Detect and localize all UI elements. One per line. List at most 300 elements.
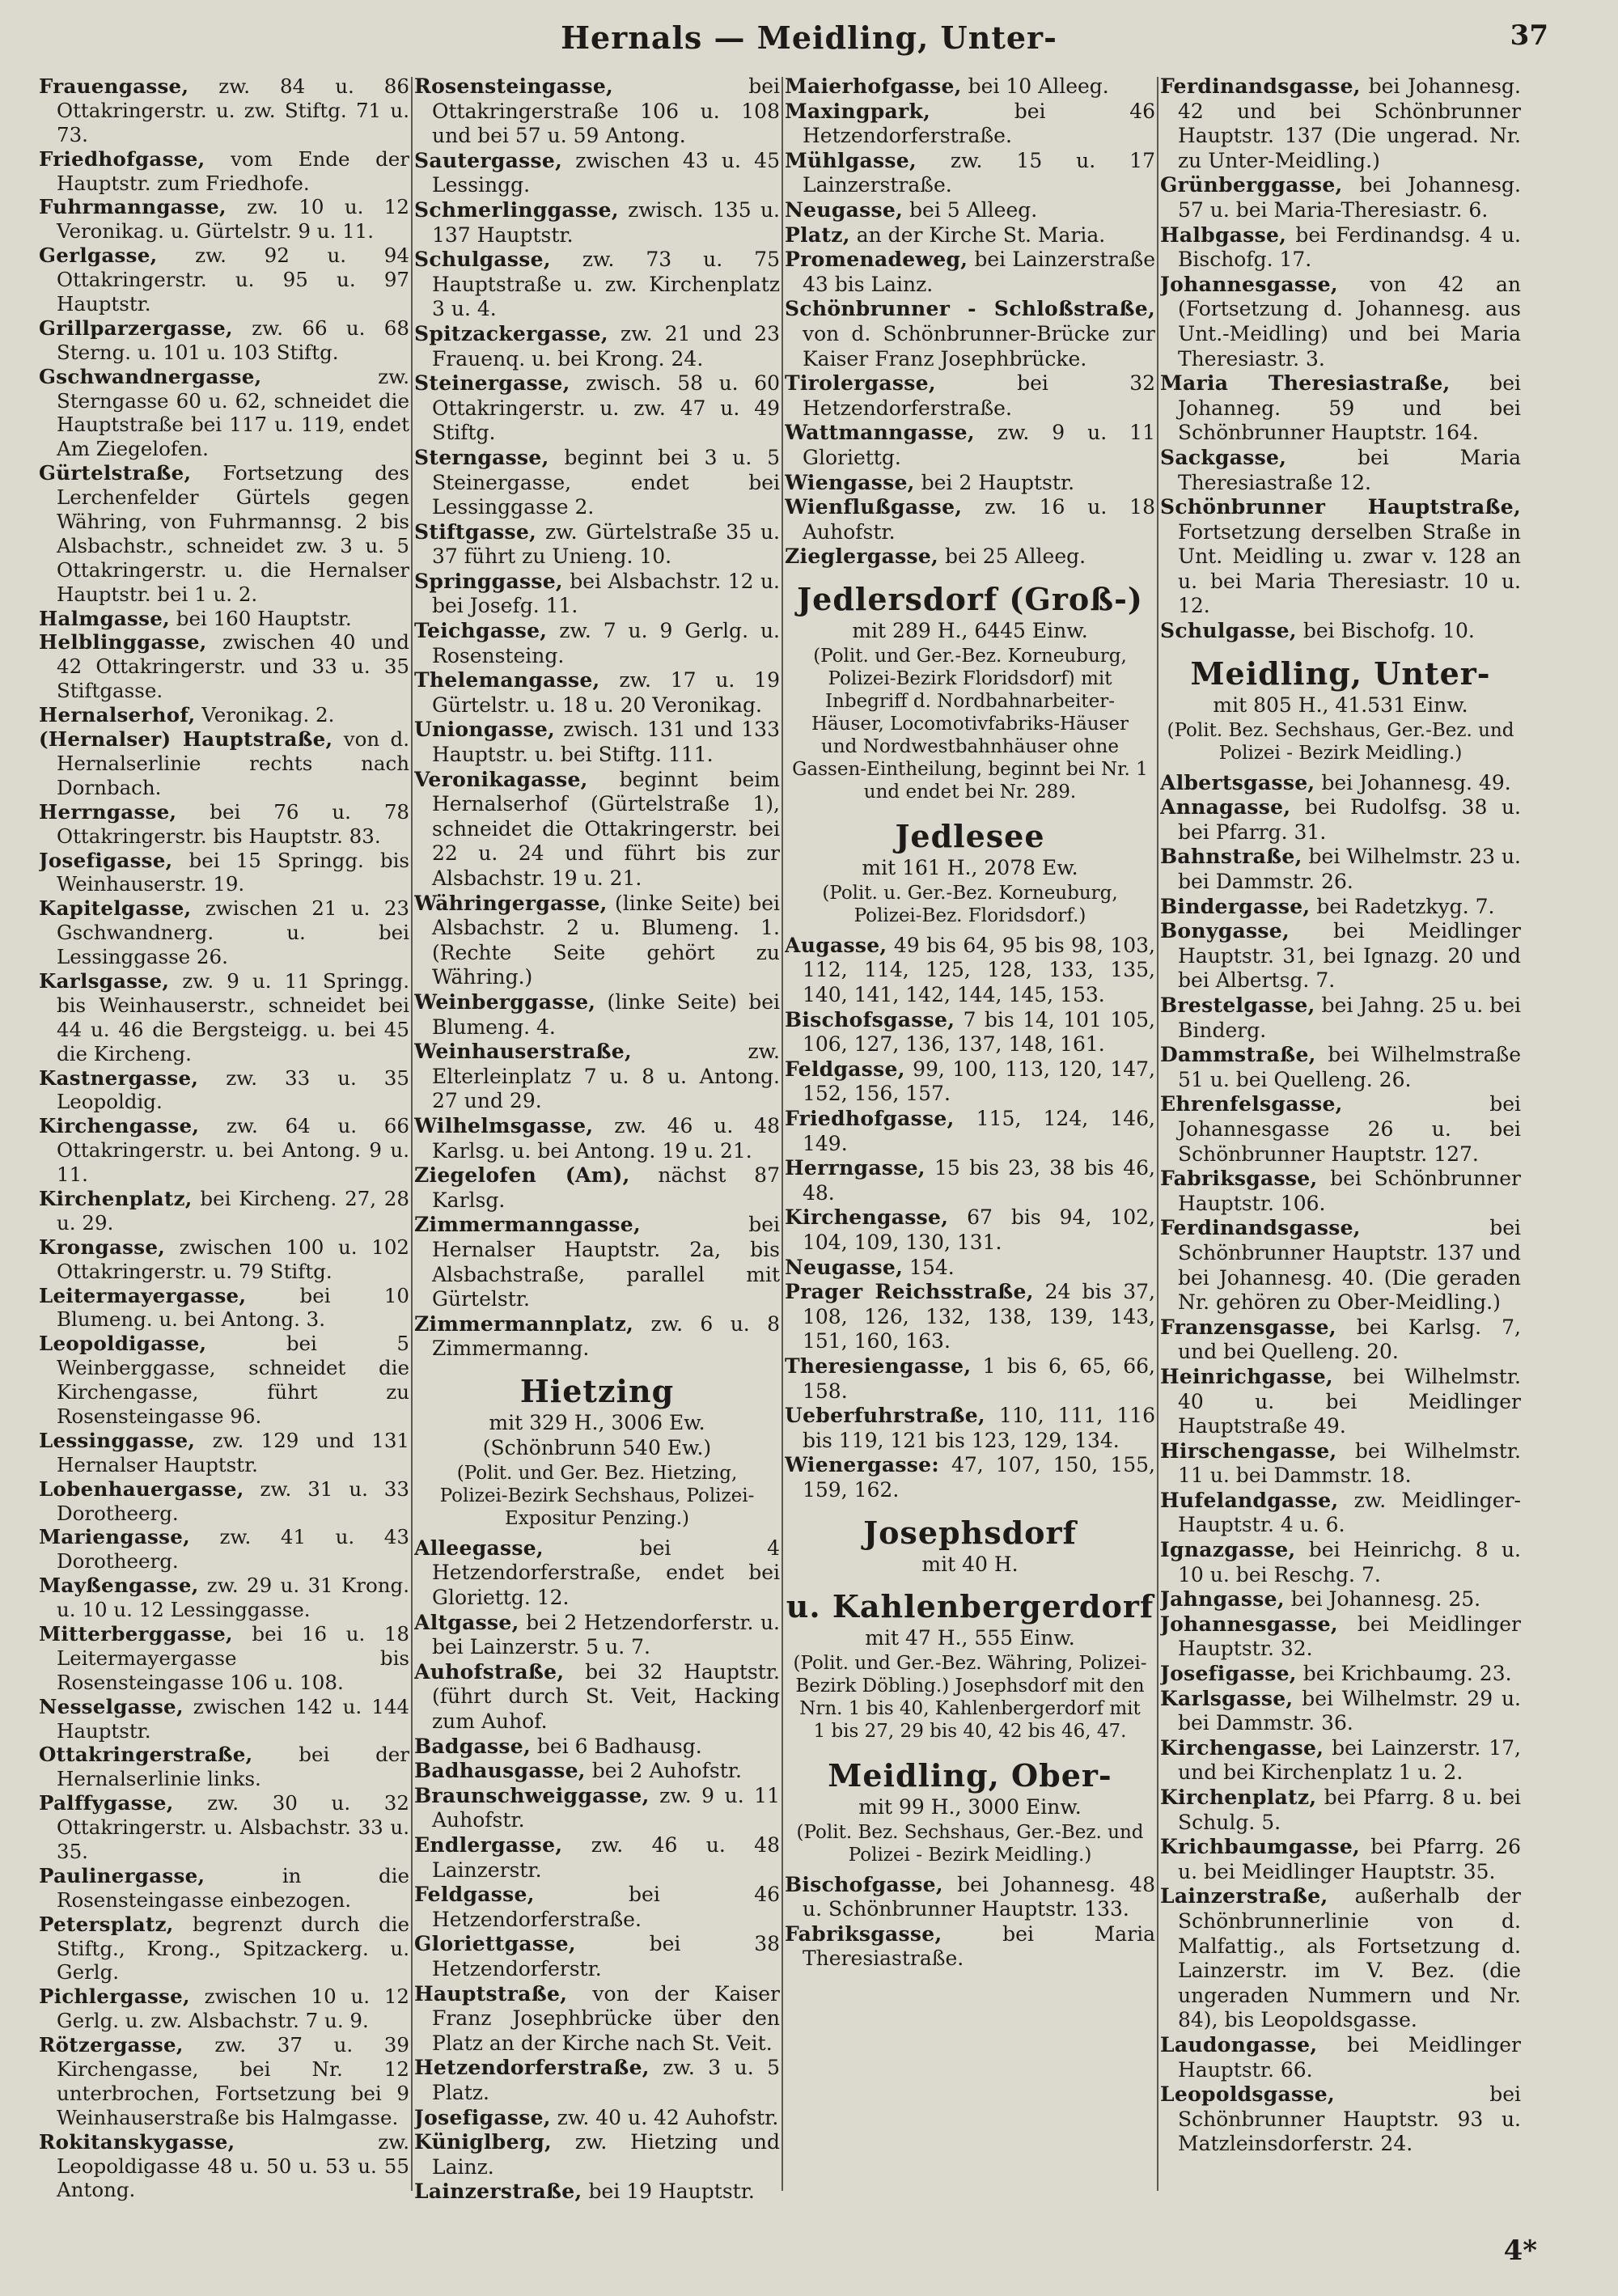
section-heading xyxy=(785,1514,1155,1577)
street-name: Bindergasse, xyxy=(1160,894,1311,918)
street-entry xyxy=(1160,1315,1521,1365)
street-name: Karlsgasse, xyxy=(1160,1686,1294,1710)
street-entry xyxy=(39,1985,409,2033)
street-name: Schmerlinggasse, xyxy=(414,197,619,222)
street-location: bei Johannesg. 49. xyxy=(1315,770,1511,794)
street-location: vom Ende der Hauptstr. zum Friedhofe. xyxy=(57,146,409,195)
section-stats: mit 329 H., 3006 Ew. xyxy=(489,1410,705,1434)
street-name: Bonygasse, xyxy=(1160,919,1290,943)
street-name: Nesselgasse, xyxy=(39,1694,184,1718)
street-entry xyxy=(1160,1489,1521,1538)
street-name: Gloriettgasse, xyxy=(414,1932,576,1956)
street-name: Theresiengasse, xyxy=(785,1353,972,1378)
street-entry xyxy=(785,1008,1155,1057)
street-location: bei Johannesg. 42 und bei Schönbrunner Hauptstr. 137 (Die ungerad. Nr. zu Unter-Meidling.) xyxy=(1178,74,1521,172)
street-name: Josefigasse, xyxy=(39,848,173,872)
street-location: bei Wilhelmstraße 51 u. bei Quelleng. 26. xyxy=(1178,1043,1521,1091)
street-name: Zimmermanngasse, xyxy=(414,1213,641,1237)
street-entry xyxy=(39,1864,409,1913)
street-name: Bischofsgasse, xyxy=(785,1007,955,1032)
street-entry xyxy=(414,520,780,570)
street-entry xyxy=(785,544,1155,570)
street-name: Wienergasse: xyxy=(785,1453,939,1477)
street-location: bei Pfarrg. 26 u. bei Meidlinger Hauptstr. 35. xyxy=(1178,1835,1521,1883)
street-location: zw. 64 u. 66 Ottakringerstr. u. bei Antong. 9 u. 11. xyxy=(57,1114,409,1187)
section-note: (Polit. und Ger.-Bez. Korneuburg, Polizei-Bezirk Floridsdorf) mit Inbegriff d. Nordbahnarbeiter-Häuser, Locomotivfabriks-Häuser und Nordwestbahnhäuser ohne Gassen-Eintheilung, beginnt bei Nr. 1 und endet bei Nr. 289. xyxy=(792,645,1148,803)
street-entry xyxy=(414,1883,780,1932)
street-entry xyxy=(414,1982,780,2057)
street-name: Veronikagasse, xyxy=(414,767,588,791)
street-name: Herrngasse, xyxy=(785,1156,925,1180)
street-entry xyxy=(39,1913,409,1985)
street-name: Rokitanskygasse, xyxy=(39,2129,235,2154)
page-number: 37 xyxy=(1510,19,1548,52)
street-location: bei 2 Auhofstr. xyxy=(585,1759,742,1783)
street-entry xyxy=(1160,845,1521,894)
street-entry xyxy=(785,1057,1155,1107)
street-location: zw. 46 u. 48 Lainzerstr. xyxy=(432,1833,780,1882)
street-location: von der Kaiser Franz Josephbrücke über den Platz an der Kirche nach St. Veit. xyxy=(432,1981,780,2055)
street-name: Hetzendorferstraße, xyxy=(414,2056,650,2080)
column-1 xyxy=(39,74,409,2207)
street-name: Wiengasse, xyxy=(785,470,915,494)
street-name: Ferdinandsgasse, xyxy=(1160,1216,1361,1240)
street-entry xyxy=(785,74,1155,100)
street-entry xyxy=(414,198,780,248)
street-location: bei Johanneg. 59 und bei Schönbrunner Hauptstr. 164. xyxy=(1178,371,1521,445)
street-location: zwischen 40 und 42 Ottakringerstr. und 33 u. 35 Stiftgasse. xyxy=(57,630,409,703)
street-name: Ferdinandsgasse, xyxy=(1160,74,1361,98)
street-name: Halmgasse, xyxy=(39,606,170,630)
street-location: zw. 46 u. 48 Karlsg. u. bei Antong. 19 u. 21. xyxy=(432,1113,780,1163)
street-name: Josefigasse, xyxy=(414,2105,551,2129)
street-entry xyxy=(414,1040,780,1114)
street-entry xyxy=(1160,1092,1521,1167)
street-name: Grillparzergasse, xyxy=(39,316,233,340)
street-entry xyxy=(39,2033,409,2130)
street-entry xyxy=(414,2180,780,2205)
street-location: zw. 3 u. 5 Platz. xyxy=(432,2056,780,2104)
street-entry xyxy=(39,1695,409,1743)
street-name: Maria Theresiastraße, xyxy=(1160,371,1451,396)
street-location: (linke Seite) bei Alsbachstr. 2 u. Blumeng. 1. (Rechte Seite gehört zu Währing.) xyxy=(432,891,780,989)
street-name: Friedhofgasse, xyxy=(785,1107,955,1131)
street-entry xyxy=(414,990,780,1040)
street-location: zwischen 10 u. 12 Gerlg. u. zw. Alsbachstr. 7 u. 9. xyxy=(57,1985,409,2033)
street-location: 24 bis 37, 108, 126, 132, 138, 139, 143, 151, 160, 163. xyxy=(803,1280,1155,1353)
street-location: bei Maria Theresiastraße 12. xyxy=(1178,445,1521,494)
street-location: zwisch. 131 und 133 Hauptstr. u. bei Stiftg. 111. xyxy=(432,718,780,767)
street-name: Albertsgasse, xyxy=(1160,770,1315,794)
street-entry xyxy=(1160,1167,1521,1216)
street-entry xyxy=(785,1156,1155,1205)
street-entry xyxy=(785,1453,1155,1502)
street-name: Ignazgasse, xyxy=(1160,1538,1296,1562)
section-heading xyxy=(785,818,1155,930)
street-location: zw. Meidlinger-Hauptstr. 4 u. 6. xyxy=(1178,1488,1521,1537)
street-entry xyxy=(1160,446,1521,495)
street-name: Kastnergasse, xyxy=(39,1065,199,1090)
street-name: Hauptstraße, xyxy=(414,1981,568,2006)
street-name: Schönbrunner Hauptstraße, xyxy=(1160,495,1521,519)
street-name: Sackgasse, xyxy=(1160,445,1287,469)
street-name: Maxingpark, xyxy=(785,99,931,123)
street-entry xyxy=(414,768,780,892)
street-name: Küniglberg, xyxy=(414,2130,553,2154)
street-name: Leopoldsgasse, xyxy=(1160,2082,1336,2107)
street-location: bei 2 Hetzendorferstr. u. bei Lainzerstr. 5 u. 7. xyxy=(432,1610,780,1659)
street-entry xyxy=(414,1312,780,1362)
street-entry xyxy=(785,198,1155,223)
street-entry xyxy=(39,703,409,727)
street-entry xyxy=(785,1256,1155,1281)
street-location: bei Wilhelmstr. 23 u. bei Dammstr. 26. xyxy=(1178,845,1521,894)
street-location: zwisch. 58 u. 60 Ottakringerstr. u. zw. 47 u. 49 Stiftg. xyxy=(432,371,780,445)
street-entry xyxy=(39,607,409,631)
street-entry xyxy=(785,1873,1155,1922)
section-heading xyxy=(1160,655,1521,768)
street-name: Kapitelgasse, xyxy=(39,896,192,921)
street-entry xyxy=(39,630,409,703)
section-stats: mit 289 H., 6445 Einw. xyxy=(852,618,1088,642)
street-name: Rötzergasse, xyxy=(39,2033,184,2057)
street-location: bei Rudolfsg. 38 u. bei Pfarrg. 31. xyxy=(1178,795,1521,844)
street-name: Feldgasse, xyxy=(414,1883,535,1907)
street-location: bei Lainzerstr. 17, und bei Kirchenplatz 1 u. 2. xyxy=(1178,1735,1521,1785)
street-location: zw. 33 u. 35 Leopoldig. xyxy=(57,1065,409,1114)
street-location: bei Ferdinandsg. 4 u. Bischofg. 17. xyxy=(1178,222,1521,272)
street-name: Stiftgasse, xyxy=(414,519,537,544)
street-entry xyxy=(785,297,1155,371)
street-location: zwischen 43 u. 45 Lessingg. xyxy=(432,148,780,197)
street-name: Grünberggasse, xyxy=(1160,173,1343,197)
street-name: Frauengasse, xyxy=(39,74,189,98)
street-entry xyxy=(414,1833,780,1883)
street-location: zw. 17 u. 19 Gürtelstr. u. 18 u. 20 Veronikag. xyxy=(432,668,780,717)
street-name: Palffygasse, xyxy=(39,1791,174,1815)
street-location: bei Meidlinger Hauptstr. 66. xyxy=(1178,2032,1521,2082)
street-name: Franzensgasse, xyxy=(1160,1315,1336,1339)
street-entry xyxy=(414,446,780,520)
street-entry xyxy=(414,718,780,767)
street-entry xyxy=(1160,2082,1521,2157)
column-divider xyxy=(411,77,413,2191)
street-entry xyxy=(39,1235,409,1284)
street-entry xyxy=(1160,273,1521,371)
street-entry xyxy=(785,1107,1155,1156)
street-name: Lessinggasse, xyxy=(39,1428,196,1452)
street-name: Paulinergasse, xyxy=(39,1863,205,1887)
street-name: Ehrenfelsgasse, xyxy=(1160,1092,1343,1116)
street-entry xyxy=(414,248,780,322)
street-entry xyxy=(785,223,1155,248)
street-name: Mitterberggasse, xyxy=(39,1622,233,1646)
street-name: Dammstraße, xyxy=(1160,1043,1316,1067)
street-entry xyxy=(39,1477,409,1526)
street-name: Sautergasse, xyxy=(414,148,563,172)
street-location: bei 19 Hauptstr. xyxy=(582,2180,755,2204)
section-stats: mit 161 H., 2078 Ew. xyxy=(862,855,1078,879)
section-note: (Polit. Bez. Sechshaus, Ger.-Bez. und Polizei - Bezirk Meidling.) xyxy=(1167,719,1514,764)
street-entry xyxy=(414,892,780,990)
street-location: bei 32 Hauptstr. (führt durch St. Veit, Hacking zum Auhof. xyxy=(432,1659,780,1734)
street-entry xyxy=(39,1429,409,1477)
street-location: zwischen 142 u. 144 Hauptstr. xyxy=(57,1694,409,1743)
street-name: Gschwandnergasse, xyxy=(39,364,262,388)
street-entry xyxy=(39,1284,409,1332)
street-location: bei Lainzerstraße 43 bis Lainz. xyxy=(803,248,1155,296)
street-name: Brestelgasse, xyxy=(1160,993,1315,1017)
street-name: Krichbaumgasse, xyxy=(1160,1835,1361,1859)
street-entry xyxy=(39,1525,409,1574)
street-name: Springgasse, xyxy=(414,569,563,593)
street-location: zw. 84 u. 86 Ottakringerstr. u. zw. Stiftg. 71 u. 73. xyxy=(57,74,409,146)
section-title: Meidling, Unter- xyxy=(1190,654,1491,692)
street-name: Währingergasse, xyxy=(414,891,608,915)
street-entry xyxy=(39,1622,409,1695)
street-entry xyxy=(1160,1538,1521,1587)
street-name: Platz, xyxy=(785,222,850,247)
street-entry xyxy=(785,1280,1155,1354)
street-name: Herrngasse, xyxy=(39,799,177,824)
street-location: 115, 124, 146, 149. xyxy=(803,1107,1155,1155)
street-name: Tirolergasse, xyxy=(785,371,936,396)
street-name: Alleegasse, xyxy=(414,1536,544,1560)
street-name: Schulgasse, xyxy=(1160,619,1297,643)
street-name: Johannesgasse, xyxy=(1160,272,1338,296)
street-name: Hernalserhof, xyxy=(39,703,196,727)
street-location: bei 38 Hetzendorferstr. xyxy=(432,1932,780,1980)
street-entry xyxy=(39,195,409,244)
street-location: zw. 37 u. 39 Kirchengasse, bei Nr. 12 unterbrochen, Fortsetzung bei 9 Weinhauserstraße bis Halmgasse. xyxy=(57,2033,409,2129)
street-location: von d. Hernalserlinie rechts nach Dornbach. xyxy=(57,727,409,799)
street-location: bei Bischofg. 10. xyxy=(1296,619,1475,643)
street-location: zw. 29 u. 31 Krong. u. 10 u. 12 Lessinggasse. xyxy=(57,1574,409,1622)
street-location: bei 4 Hetzendorferstraße, endet bei Gloriettg. 12. xyxy=(432,1536,780,1610)
street-location: Veronikag. 2. xyxy=(195,703,335,727)
street-location: bei 10 Blumeng. u. bei Antong. 3. xyxy=(57,1283,409,1332)
street-location: bei Meidlinger Hauptstr. 31, bei Ignazg. 20 und bei Albertsg. 7. xyxy=(1178,919,1521,993)
street-location: bei 15 Springg. bis Weinhauserstr. 19. xyxy=(57,848,409,896)
street-location: bei Ottakringerstraße 106 u. 108 und bei 57 u. 59 Antong. xyxy=(432,74,780,148)
street-name: Schulgasse, xyxy=(414,248,551,272)
street-location: zw. 15 u. 17 Lainzerstraße. xyxy=(803,148,1155,197)
street-location: bei Johannesg. 25. xyxy=(1284,1587,1481,1612)
section-title: Jedlesee xyxy=(895,817,1045,854)
street-name: Lobenhauergasse, xyxy=(39,1476,244,1501)
street-location: bei Schönbrunner Hauptstr. 106. xyxy=(1178,1167,1521,1215)
section-stats: mit 47 H., 555 Einw. xyxy=(865,1625,1075,1650)
street-entry xyxy=(1160,1043,1521,1092)
street-location: beginnt beim Hernalserhof (Gürtelstraße 1), schneidet die Ottakringerstr. bei 22 u. 24 und führt bis zur Alsbachstr. 19 u. 21. xyxy=(432,767,780,890)
street-location: zw. 30 u. 32 Ottakringerstr. u. Alsbachstr. 33 u. 35. xyxy=(57,1791,409,1864)
street-location: 99, 100, 113, 120, 147, 152, 156, 157. xyxy=(803,1057,1155,1106)
street-name: Heinrichgasse, xyxy=(1160,1364,1333,1388)
street-location: zwischen 21 u. 23 Gschwandnerg. u. bei Lessinggasse 26. xyxy=(57,896,409,969)
street-name: Zieglergasse, xyxy=(785,544,939,569)
section-title: Hietzing xyxy=(519,1372,675,1409)
street-name: Kirchengasse, xyxy=(1160,1735,1324,1760)
street-entry xyxy=(785,1205,1155,1255)
street-name: Uniongasse, xyxy=(414,718,556,742)
street-entry xyxy=(414,2130,780,2180)
street-location: an der Kirche St. Maria. xyxy=(849,222,1106,247)
street-entry xyxy=(39,1332,409,1429)
street-entry xyxy=(1160,1786,1521,1835)
street-name: Maierhofgasse, xyxy=(785,74,962,98)
street-name: Lainzerstraße, xyxy=(1160,1884,1328,1908)
street-entry xyxy=(414,1660,780,1735)
street-entry xyxy=(785,1922,1155,1972)
street-location: zw. 9 u. 11 Gloriettg. xyxy=(803,421,1155,469)
street-name: Ueberfuhrstraße, xyxy=(785,1404,985,1428)
street-location: bei Radetzkyg. 7. xyxy=(1310,894,1495,918)
street-entry xyxy=(785,1354,1155,1404)
column-4 xyxy=(1160,74,1521,2207)
street-entry xyxy=(39,316,409,365)
street-entry xyxy=(1160,1612,1521,1662)
street-name: Steinergasse, xyxy=(414,371,570,396)
column-3 xyxy=(785,74,1155,2207)
street-location: zwischen 100 u. 102 Ottakringerstr. u. 79 Stiftg. xyxy=(57,1235,409,1283)
street-entry xyxy=(1160,895,1521,920)
street-entry xyxy=(414,1735,780,1760)
street-name: Teichgasse, xyxy=(414,619,548,643)
street-name: Weinberggasse, xyxy=(414,989,596,1014)
street-name: Fabriksgasse, xyxy=(1160,1167,1318,1191)
street-entry xyxy=(785,1404,1155,1453)
street-entry xyxy=(1160,2033,1521,2082)
street-location: bei 160 Hauptstr. xyxy=(169,606,352,630)
street-entry xyxy=(785,471,1155,496)
street-name: Friedhofgasse, xyxy=(39,146,205,171)
street-name: Karlsgasse, xyxy=(39,968,170,993)
street-entry xyxy=(39,244,409,316)
street-entry xyxy=(39,2130,409,2203)
street-name: Kirchengasse, xyxy=(785,1205,949,1230)
street-entry xyxy=(785,934,1155,1008)
street-entry xyxy=(414,149,780,198)
street-name: Neugasse, xyxy=(785,197,904,222)
street-location: bei Wilhelmstr. 40 u. bei Meidlinger Hauptstraße 49. xyxy=(1178,1364,1521,1438)
street-location: bei der Hernalserlinie links. xyxy=(57,1743,409,1791)
street-entry xyxy=(785,149,1155,198)
street-entry xyxy=(39,74,409,147)
street-name: Ziegelofen (Am), xyxy=(414,1163,630,1188)
street-entry xyxy=(414,322,780,371)
running-head: Hernals — Meidling, Unter- xyxy=(561,19,1057,56)
street-name: Neugasse, xyxy=(785,1255,904,1279)
street-location: bei Johannesg. 57 u. bei Maria-Theresiastr. 6. xyxy=(1178,173,1521,222)
street-location: Fortsetzung derselben Straße in Unt. Meidling u. zwar v. 128 an u. bei Maria Theresiastr. 10 u. 12. xyxy=(1178,519,1521,618)
street-name: Leitermayergasse, xyxy=(39,1283,247,1307)
street-location: bei 46 Hetzendorferstraße. xyxy=(432,1883,780,1931)
street-location: zw. 16 u. 18 Auhofstr. xyxy=(803,495,1155,544)
section-heading xyxy=(785,581,1155,807)
street-location: bei Karlsg. 7, und bei Quelleng. 20. xyxy=(1178,1315,1521,1364)
signature-mark: 4* xyxy=(1503,2235,1537,2267)
street-entry xyxy=(414,1759,780,1784)
street-entry xyxy=(414,74,780,149)
street-entry xyxy=(39,1574,409,1622)
street-entry xyxy=(1160,619,1521,644)
street-location: bei Pfarrg. 8 u. bei Schulg. 5. xyxy=(1178,1786,1521,1834)
street-entry xyxy=(39,1114,409,1187)
street-entry xyxy=(1160,1365,1521,1439)
street-location: 67 bis 94, 102, 104, 109, 130, 131. xyxy=(803,1205,1155,1254)
street-location: beginnt bei 3 u. 5 Steinergasse, endet bei Lessinggasse 2. xyxy=(432,445,780,519)
street-location: zw. 9 u. 11 Auhofstr. xyxy=(432,1783,780,1832)
street-entry xyxy=(414,668,780,718)
street-location: zw. 31 u. 33 Dorotheerg. xyxy=(57,1476,409,1525)
street-location: (linke Seite) bei Blumeng. 4. xyxy=(432,989,780,1039)
street-location: von 42 an (Fortsetzung d. Johannesg. aus Unt.-Meidling) und bei Maria Theresiastr. 3. xyxy=(1178,272,1521,371)
street-location: zw. 92 u. 94 Ottakringerstr. u. 95 u. 97 Hauptstr. xyxy=(57,244,409,316)
section-stats: mit 99 H., 3000 Einw. xyxy=(858,1794,1082,1819)
street-location: 110, 111, 116 bis 119, 121 bis 123, 129, 134. xyxy=(803,1404,1155,1452)
street-name: Bahnstraße, xyxy=(1160,845,1302,869)
street-location: bei Kircheng. 27, 28 u. 29. xyxy=(57,1186,409,1235)
street-name: Bischofgasse, xyxy=(785,1872,943,1896)
street-entry xyxy=(1160,223,1521,273)
street-location: zw. 21 und 23 Frauenq. u. bei Krong. 24. xyxy=(432,321,780,371)
street-location: bei 2 Hauptstr. xyxy=(914,470,1075,494)
street-entry xyxy=(414,1932,780,1981)
street-location: bei 6 Badhausg. xyxy=(530,1734,702,1758)
street-entry xyxy=(1160,795,1521,845)
street-name: Petersplatz, xyxy=(39,1912,174,1936)
section-heading xyxy=(785,1588,1155,1746)
street-entry xyxy=(1160,1216,1521,1315)
street-location: zw. 9 u. 11 Springg. bis Weinhauserstr., schneidet bei 44 u. 46 die Bergsteigg. u. bei 45 die Kircheng. xyxy=(57,968,409,1065)
street-entry xyxy=(785,495,1155,544)
street-entry xyxy=(1160,1687,1521,1736)
street-name: Josefigasse, xyxy=(1160,1662,1297,1686)
street-location: zw. Sterngasse 60 u. 62, schneidet die Hauptstraße bei 117 u. 119, endet Am Ziegelofen. xyxy=(57,364,409,461)
street-location: zwisch. 135 u. 137 Hauptstr. xyxy=(432,197,780,247)
street-name: Kirchenplatz, xyxy=(1160,1786,1317,1809)
street-location: 49 bis 64, 95 bis 98, 103, 112, 114, 125, 128, 133, 135, 140, 141, 142, 144, 145, 153. xyxy=(803,933,1155,1007)
street-name: Fuhrmanngasse, xyxy=(39,195,227,219)
street-name: Mühlgasse, xyxy=(785,148,917,172)
street-name: Badgasse, xyxy=(414,1734,531,1758)
street-name: Annagasse, xyxy=(1160,795,1291,820)
street-name: Hufelandgasse, xyxy=(1160,1488,1339,1512)
street-location: bei 16 u. 18 Leitermayergasse bis Rosensteingasse 106 u. 108. xyxy=(57,1622,409,1694)
street-entry xyxy=(1160,1884,1521,2033)
street-location: 7 bis 14, 101 105, 106, 127, 136, 137, 148, 161. xyxy=(803,1007,1155,1057)
street-location: 15 bis 23, 38 bis 46, 48. xyxy=(803,1156,1155,1205)
street-entry xyxy=(1160,1835,1521,1884)
street-entry xyxy=(414,2106,780,2131)
street-name: Jahngasse, xyxy=(1160,1587,1285,1612)
column-2 xyxy=(414,74,780,2207)
street-name: Leopoldigasse, xyxy=(39,1332,207,1356)
section-heading xyxy=(414,1373,780,1533)
street-location: zw. 66 u. 68 Sterng. u. 101 u. 103 Stiftg. xyxy=(57,316,409,364)
page-header xyxy=(0,15,1618,63)
street-name: Braunschweiggasse, xyxy=(414,1783,650,1807)
street-location: bei 46 Hetzendorferstraße. xyxy=(803,99,1155,148)
street-name: Laudongasse, xyxy=(1160,2032,1318,2057)
street-location: 1 bis 6, 65, 66, 158. xyxy=(803,1353,1155,1403)
street-name: Endlergasse, xyxy=(414,1833,563,1857)
street-location: bei 10 Alleeg. xyxy=(961,74,1109,98)
street-entry xyxy=(414,1114,780,1163)
street-location: zw. 10 u. 12 Veronikag. u. Gürtelstr. 9 u. 11. xyxy=(57,195,409,244)
street-entry xyxy=(39,727,409,800)
street-name: Rosensteingasse, xyxy=(414,74,614,98)
